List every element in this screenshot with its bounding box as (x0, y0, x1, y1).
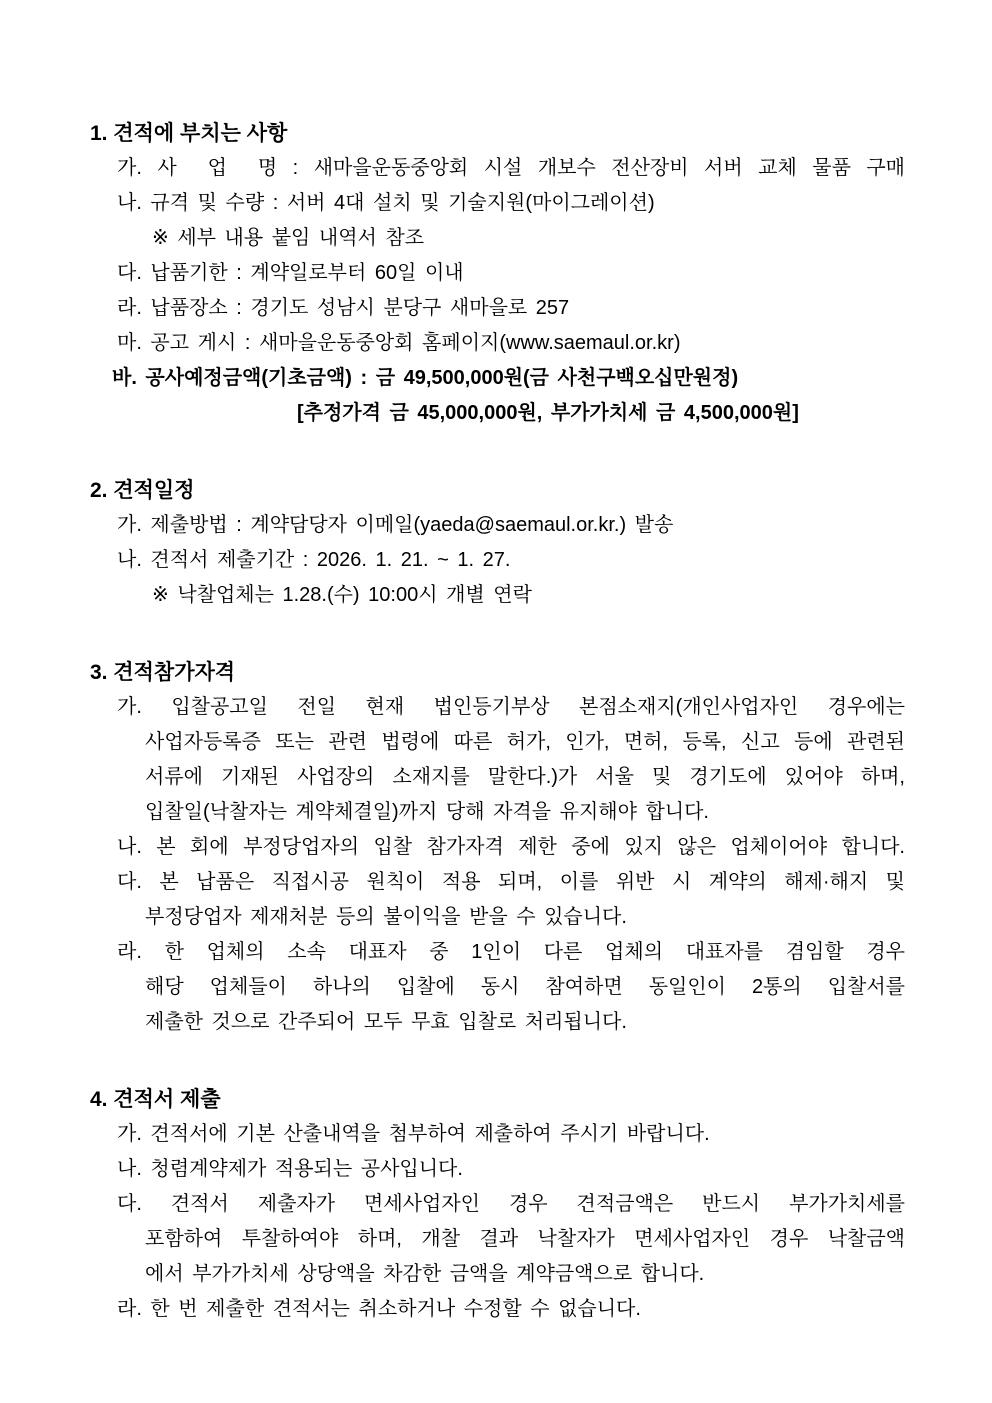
document-line: 나. 견적서 제출기간 : 2026. 1. 21. ~ 1. 27. (117, 549, 511, 571)
document-line: 나. 청렴계약제가 적용되는 공사입니다. (117, 1158, 463, 1180)
section-heading: 2. 견적일정 (90, 479, 195, 502)
section-quotation-submission (90, 1082, 905, 1327)
document-line: 가. 입찰공고일 전일 현재 법인등기부상 본점소재지(개인사업자인 경우에는 (117, 696, 905, 718)
document-line: 마. 공고 게시 : 새마을운동중앙회 홈페이지(www.saemaul.or.kr) (117, 332, 681, 354)
section-quotation-schedule (90, 473, 905, 613)
document-line: 가. 제출방법 : 계약담당자 이메일(yaeda@saemaul.or.kr.) 발송 (117, 514, 674, 536)
section-quotation-items (90, 116, 905, 431)
document-line: 다. 납품기한 : 계약일로부터 60일 이내 (117, 262, 464, 284)
document-note-line: ※ 낙찰업체는 1.28.(수) 10:00시 개별 연락 (152, 584, 532, 606)
document-line: 제출한 것으로 간주되어 모두 무효 입찰로 처리됩니다. (145, 1011, 627, 1033)
document-line: 가. 견적서에 기본 산출내역을 첨부하여 제출하여 주시기 바랍니다. (117, 1123, 710, 1145)
document-line-budget: 바. 공사예정금액(기초금액) : 금 49,500,000원(금 사천구백오십만원정) (112, 367, 739, 389)
document-line: 포함하여 투찰하여야 하며, 개찰 결과 낙찰자가 면세사업자인 경우 낙찰금액 (145, 1228, 905, 1250)
document-line-estimated-price: [추정가격 금 45,000,000원, 부가가치세 금 4,500,000원] (297, 402, 799, 424)
document-line: 부정당업자 제재처분 등의 불이익을 받을 수 있습니다. (145, 906, 627, 928)
document-line: 나. 규격 및 수량 : 서버 4대 설치 및 기술지원(마이그레이션) (117, 192, 655, 214)
document-note-line: ※ 세부 내용 붙임 내역서 참조 (152, 227, 425, 249)
section-heading: 1. 견적에 부치는 사항 (90, 122, 288, 145)
document-line: 가. 사 업 명 : 새마을운동중앙회 시설 개보수 전산장비 서버 교체 물품 구매 (117, 157, 905, 179)
document-line: 나. 본 회에 부정당업자의 입찰 참가자격 제한 중에 있지 않은 업체이어야 합니다. (117, 836, 905, 858)
document-line: 라. 한 업체의 소속 대표자 중 1인이 다른 업체의 대표자를 겸임할 경우 (117, 941, 905, 963)
document-line: 에서 부가가치세 상당액을 차감한 금액을 계약금액으로 합니다. (145, 1263, 705, 1285)
document-line: 라. 한 번 제출한 견적서는 취소하거나 수정할 수 없습니다. (117, 1298, 641, 1320)
document-line: 입찰일(낙찰자는 계약체결일)까지 당해 자격을 유지해야 합니다. (145, 801, 709, 823)
section-heading: 3. 견적참가자격 (90, 661, 236, 684)
document-line: 해당 업체들이 하나의 입찰에 동시 참여하면 동일인이 2통의 입찰서를 (145, 976, 905, 998)
document-line: 라. 납품장소 : 경기도 성남시 분당구 새마을로 257 (117, 297, 570, 319)
section-participation-qualification (90, 655, 905, 1040)
section-heading: 4. 견적서 제출 (90, 1088, 221, 1111)
document-line: 다. 견적서 제출자가 면세사업자인 경우 견적금액은 반드시 부가가치세를 (117, 1193, 905, 1215)
document-line: 사업자등록증 또는 관련 법령에 따른 허가, 인가, 면허, 등록, 신고 등에 관련된 (145, 731, 905, 753)
document-line: 다. 본 납품은 직접시공 원칙이 적용 되며, 이를 위반 시 계약의 해제·해지 및 (117, 871, 905, 893)
document-line: 서류에 기재된 사업장의 소재지를 말한다.)가 서울 및 경기도에 있어야 하며, (145, 766, 905, 788)
